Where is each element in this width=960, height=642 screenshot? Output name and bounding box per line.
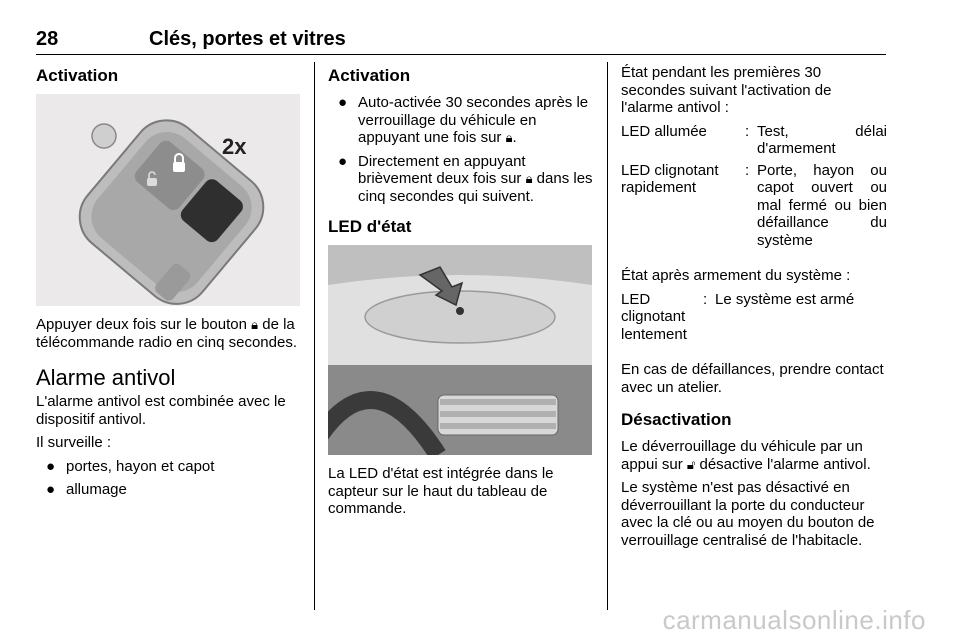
status-after-label: État après armement du système : (621, 267, 851, 284)
activation-heading: Activation (36, 66, 119, 85)
list-item: ● Directement en appuyant brièvement deux fois sur 🔒︎ dans les cinq secondes qui suivent. (338, 152, 593, 205)
activation-list (328, 94, 594, 205)
deactivation-heading: Désactivation (621, 410, 732, 429)
dashboard-led-figure (328, 245, 592, 455)
page-title: Clés, portes et vitres (149, 28, 346, 50)
list-item: ● Auto-activée 30 secondes après le verrouillage du véhicule en appuyant une fois sur 🔒︎. (338, 94, 589, 146)
column-middle (328, 60, 594, 524)
lock-icon: 🔒︎ (505, 130, 513, 145)
deactivation-note: Le système n'est pas désactivé en déverrouillant la porte du conducteur avec la clé ou au moyen du bouton de verrouillage centralisé de l'habitacle. (621, 479, 875, 549)
list-item: ● allumage (46, 481, 127, 498)
lock-icon: 🔒︎ (251, 317, 259, 332)
unlock-icon: 🔓︎ (686, 456, 696, 472)
monitors-label: Il surveille : (36, 434, 112, 451)
remote-key-figure (36, 94, 300, 306)
list-item: ● portes, hayon et capot (46, 457, 215, 475)
column-right (621, 60, 887, 555)
activation-caption: Appuyer deux fois sur le bouton 🔒︎ de la télécommande radio en cinq secondes. (36, 316, 297, 351)
dashboard-illustration (328, 245, 592, 455)
page-number: 28 (36, 28, 59, 50)
column-divider (314, 62, 315, 610)
lock-icon: 🔒︎ (525, 171, 533, 186)
activation-heading: Activation (328, 66, 411, 85)
press-count-label: 2x (222, 134, 247, 159)
alarm-intro: L'alarme antivol est combinée avec le dispositif antivol. (36, 393, 286, 428)
column-left (36, 60, 300, 505)
led-caption: La LED d'état est intégrée dans le capteur sur le haut du tableau de commande. (328, 465, 554, 517)
monitored-list (36, 458, 300, 499)
status-table-initial: LED allumée : Test, délai d'armement LED clignotant rapidement : Porte, hayon ou capot ouvert ou mal fermé ou bien défaillance du système (621, 122, 887, 249)
led-heading: LED d'état (328, 217, 412, 236)
fault-text: En cas de défaillances, prendre contact avec un atelier. (621, 361, 884, 396)
section-title-alarm: Alarme antivol (36, 365, 176, 390)
column-divider (607, 62, 608, 610)
status-table-armed: LED clignotant lentement : Le système est armé (621, 290, 855, 343)
page-header (36, 28, 886, 55)
watermark: carmanualsonline.info (662, 605, 926, 635)
deactivation-paragraph: Le déverrouillage du véhicule par un appui sur 🔓︎ désactive l'alarme antivol. (621, 438, 871, 473)
status-intro: État pendant les premières 30 secondes suivant l'activation de l'alarme antivol : (621, 64, 832, 116)
remote-key-illustration (36, 94, 300, 306)
